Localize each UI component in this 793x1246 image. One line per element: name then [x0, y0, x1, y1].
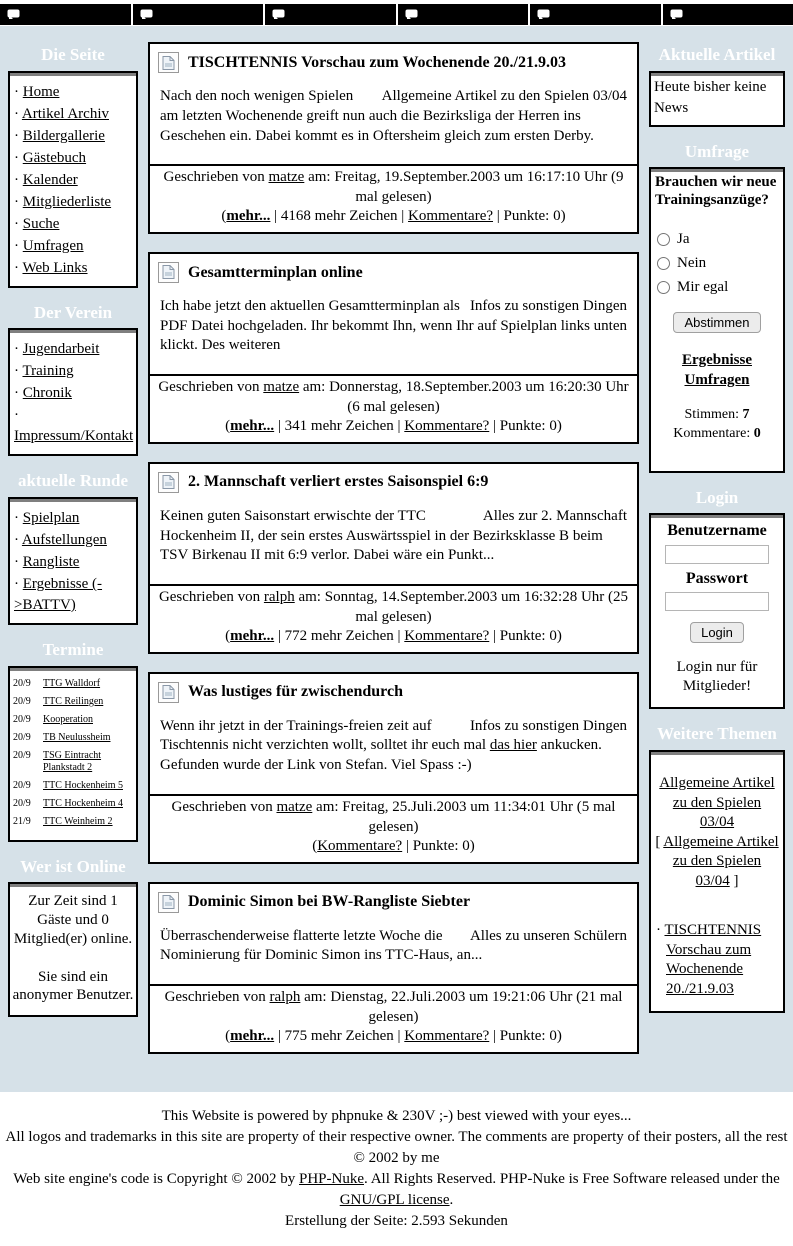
termine-opponent-link[interactable]: TTC Reilingen — [43, 696, 103, 708]
banner-slot-3[interactable] — [265, 4, 396, 25]
article-footer — [150, 984, 637, 1052]
sidebar-item-chronik[interactable]: Chronik — [23, 385, 72, 401]
article-body — [150, 73, 637, 164]
block-title-aktuelle-artikel: Aktuelle Artikel — [649, 46, 785, 65]
poll-option-label: Mir egal — [677, 277, 728, 298]
article-5 — [148, 882, 639, 1054]
termine-date: 20/9 — [13, 732, 43, 744]
poll-question: Brauchen wir neue Trainingsanzüge? — [655, 174, 779, 209]
footer-line-6: Erstellung der Seite: 2.593 Sekunden — [4, 1211, 789, 1232]
login-button[interactable]: Login — [690, 622, 744, 643]
kommentare-link[interactable]: Kommentare? — [404, 628, 489, 644]
termine-date: 20/9 — [13, 678, 43, 690]
themen-article-link[interactable]: TISCHTENNIS Vorschau zum Wochenende 20./21.9.03 — [664, 922, 761, 997]
kommentare-value: 0 — [754, 426, 761, 441]
block-title-der-verein: Der Verein — [8, 304, 138, 323]
article-body — [150, 913, 637, 985]
broken-image-icon — [7, 9, 20, 20]
written-by-label: Geschrieben von — [165, 989, 270, 1005]
ergebnisse-link[interactable]: Ergebnisse — [682, 352, 752, 368]
der-verein-box — [8, 328, 138, 456]
article-text: Ich habe jetzt den aktuellen Gesamtterminplan als PDF Datei hochgeladen. Ihr bekommt Ihn, wenn Ihr auf Spielplan links unten klickt. Des weiteren — [160, 298, 627, 354]
termine-row — [13, 732, 134, 744]
footer-line-3: © 2002 by me — [4, 1148, 789, 1169]
article-meta: am: Sonntag, 14.September.2003 um 16:32:28 Uhr (25 mal gelesen) — [295, 589, 628, 625]
article-title: Gesamtterminplan online — [188, 264, 363, 282]
category-image-alt: Allgemeine Artikel zu den Spielen 03/04 — [382, 87, 627, 107]
footer-text: . All Rights Reserved. PHP-Nuke is Free Software released under the — [364, 1171, 780, 1187]
article-title: 2. Mannschaft verliert erstes Saisonspiel 6:9 — [188, 473, 488, 491]
article-footer — [150, 164, 637, 232]
poll-option-ja[interactable] — [657, 229, 779, 250]
article-text: Nach den noch wenigen Spielen am letzten Wochenende greift nun auch die Bezirksliga der Herren ins Geschehen ein. Dabei kommt es in Oftersheim gleich zum ersten Derby. — [160, 88, 594, 144]
umfrage-box — [649, 167, 785, 472]
poll-option-nein[interactable] — [657, 253, 779, 274]
kommentare-link[interactable]: Kommentare? — [408, 208, 493, 224]
article-topic-icon — [158, 52, 179, 73]
broken-image-icon — [537, 9, 550, 20]
footer-text: ( — [225, 1028, 230, 1044]
article-footer — [150, 374, 637, 442]
footer-text: ( — [225, 418, 230, 434]
sidebar-item-gaestebuch[interactable]: Gästebuch — [23, 150, 86, 166]
termine-date: 20/9 — [13, 780, 43, 792]
banner-slot-5[interactable] — [530, 4, 661, 25]
kommentare-link[interactable]: Kommentare? — [317, 838, 402, 854]
aktuelle-runde-box — [8, 497, 138, 625]
termine-opponent-link[interactable]: TB Neulussheim — [43, 732, 111, 744]
termine-date: 20/9 — [13, 798, 43, 810]
termine-date: 20/9 — [13, 750, 43, 762]
sidebar-item-kalender[interactable]: Kalender — [23, 172, 78, 188]
author-link[interactable]: matze — [269, 169, 305, 185]
page-footer — [0, 1092, 793, 1246]
article-text: Wenn ihr jetzt in der Trainings-freien zeit auf Tischtennis nicht verzichten wollt, solltet ihr euch mal — [160, 718, 490, 754]
sidebar-item-bildergallerie[interactable]: Bildergallerie — [23, 128, 105, 144]
article-4 — [148, 672, 639, 864]
mehr-link[interactable]: mehr... — [226, 208, 270, 224]
sidebar-item-web-links[interactable]: Web Links — [22, 260, 87, 276]
broken-image-icon — [670, 9, 683, 20]
sidebar-item-impressum-kontakt[interactable]: Impressum/Kontakt — [14, 428, 133, 444]
termine-row — [13, 816, 134, 828]
sidebar-item-spielplan[interactable]: Spielplan — [23, 510, 80, 526]
aktuelle-artikel-box — [649, 71, 785, 127]
stimmen-label: Stimmen: — [685, 407, 743, 422]
passwort-label: Passwort — [654, 569, 780, 588]
login-note: Login nur für Mitglieder! — [654, 658, 780, 696]
footer-text: | Punkte: 0) — [493, 208, 566, 224]
termine-opponent-link[interactable]: TTG Walldorf — [43, 678, 100, 690]
banner-slot-6[interactable] — [663, 4, 793, 25]
gnu-gpl-link[interactable]: GNU/GPL license — [340, 1192, 450, 1208]
poll-stats — [655, 406, 779, 442]
poll-option-label: Ja — [677, 229, 690, 250]
stimmen-value: 7 — [742, 407, 749, 422]
article-3 — [148, 462, 639, 654]
sidebar-item-umfragen[interactable]: Umfragen — [23, 238, 84, 254]
article-body — [150, 493, 637, 584]
poll-option-label: Nein — [677, 253, 706, 274]
category-image-alt: Infos zu sonstigen Dingen — [470, 717, 627, 737]
block-title-login: Login — [649, 489, 785, 508]
passwort-input[interactable] — [665, 592, 769, 611]
article-topic-icon — [158, 682, 179, 703]
poll-radio-nein[interactable] — [657, 257, 670, 270]
termine-date: 20/9 — [13, 696, 43, 708]
online-count-text: Zur Zeit sind 1 Gäste und 0 Mitglied(er) online. — [12, 892, 134, 948]
termine-box — [8, 666, 138, 842]
article-footer — [150, 794, 637, 862]
article-inline-link[interactable]: das hier — [490, 737, 537, 753]
footer-text: | 772 mehr Zeichen | — [274, 628, 404, 644]
kommentare-link[interactable]: Kommentare? — [404, 418, 489, 434]
banner-slot-4[interactable] — [398, 4, 529, 25]
block-title-weitere-themen: Weitere Themen — [649, 725, 785, 744]
article-topic-icon — [158, 262, 179, 283]
article-topic-icon — [158, 472, 179, 493]
article-title: Was lustiges für zwischendurch — [188, 683, 403, 701]
sidebar-item-ergebnisse-battv[interactable]: Ergebnisse (->BATTV) — [14, 576, 102, 613]
footer-text: Web site engine's code is Copyright © 2002 by — [13, 1171, 299, 1187]
die-seite-box — [8, 71, 138, 288]
abstimmen-button[interactable]: Abstimmen — [673, 312, 760, 333]
bracket: ] — [730, 873, 739, 889]
sidebar-item-jugendarbeit[interactable]: Jugendarbeit — [23, 341, 100, 357]
footer-line-2: All logos and trademarks in this site are property of their respective owner. The comments are property of their posters, all the rest — [4, 1127, 789, 1148]
footer-text: | 775 mehr Zeichen | — [274, 1028, 404, 1044]
mehr-link[interactable]: mehr... — [230, 628, 274, 644]
footer-text: | Punkte: 0) — [402, 838, 475, 854]
termine-row — [13, 798, 134, 810]
footer-text: ( — [225, 628, 230, 644]
footer-text: | Punkte: 0) — [489, 628, 562, 644]
termine-row — [13, 780, 134, 792]
article-text: Überraschenderweise flatterte letzte Woche die Nominierung für Dominic Simon ins TTC-Haus, an... — [160, 928, 482, 964]
article-footer — [150, 584, 637, 652]
anonymous-user-text: Sie sind ein anonymer Benutzer. — [12, 968, 134, 1006]
article-body — [150, 703, 637, 794]
article-meta: am: Dienstag, 22.Juli.2003 um 19:21:06 Uhr (21 mal gelesen) — [300, 989, 622, 1025]
footer-line-5 — [4, 1190, 789, 1211]
written-by-label: Geschrieben von — [172, 799, 277, 815]
article-title: Dominic Simon bei BW-Rangliste Siebter — [188, 893, 470, 911]
bracket: [ — [655, 834, 663, 850]
termine-row — [13, 750, 134, 774]
weitere-themen-box — [649, 750, 785, 1013]
termine-date: 20/9 — [13, 714, 43, 726]
themen-category-link[interactable]: Allgemeine Artikel zu den Spielen 03/04 — [659, 775, 774, 830]
termine-opponent-link[interactable]: Kooperation — [43, 714, 93, 726]
author-link[interactable]: ralph — [264, 589, 295, 605]
block-title-aktuelle-runde: aktuelle Runde — [8, 472, 138, 491]
benutzername-label: Benutzername — [654, 521, 780, 540]
termine-row — [13, 714, 134, 726]
main-column — [148, 28, 639, 1072]
article-1 — [148, 42, 639, 234]
left-sidebar — [8, 28, 138, 1017]
written-by-label: Geschrieben von — [158, 379, 263, 395]
block-title-umfrage: Umfrage — [649, 143, 785, 162]
poll-options — [657, 229, 779, 298]
footer-text: | Punkte: 0) — [489, 1028, 562, 1044]
top-banner-bar — [0, 0, 793, 26]
sidebar-item-suche[interactable]: Suche — [23, 216, 60, 232]
termine-row — [13, 696, 134, 708]
umfragen-link[interactable]: Umfragen — [685, 372, 750, 388]
author-link[interactable]: ralph — [270, 989, 301, 1005]
footer-line-4 — [4, 1169, 789, 1190]
author-link[interactable]: matze — [263, 379, 299, 395]
broken-image-icon — [405, 9, 418, 20]
article-text: ankucken. Gefunden wurde der Link von Stefan. Viel Spass :-) — [160, 737, 602, 773]
category-image-alt: Infos zu sonstigen Dingen — [470, 297, 627, 317]
article-meta: am: Donnerstag, 18.September.2003 um 16:20:30 Uhr (6 mal gelesen) — [299, 379, 629, 415]
footer-text: ( — [221, 208, 226, 224]
mehr-link[interactable]: mehr... — [230, 418, 274, 434]
footer-text: | Punkte: 0) — [489, 418, 562, 434]
termine-opponent-link[interactable]: TTC Weinheim 2 — [43, 816, 113, 828]
sidebar-item-mitgliederliste[interactable]: Mitgliederliste — [23, 194, 111, 210]
wer-ist-online-box — [8, 882, 138, 1017]
termine-opponent-link[interactable]: TTC Hockenheim 5 — [43, 780, 123, 792]
kommentare-link[interactable]: Kommentare? — [404, 1028, 489, 1044]
article-topic-icon — [158, 892, 179, 913]
sidebar-item-home[interactable]: Home — [23, 84, 60, 100]
article-title: TISCHTENNIS Vorschau zum Wochenende 20./21.9.03 — [188, 54, 566, 72]
broken-image-icon — [272, 9, 285, 20]
right-sidebar — [649, 28, 785, 1013]
footer-text: . — [450, 1192, 454, 1208]
block-title-wer-ist-online: Wer ist Online — [8, 858, 138, 877]
footer-text: ( — [312, 838, 317, 854]
themen-category-link-bracketed[interactable]: Allgemeine Artikel zu den Spielen 03/04 — [663, 834, 778, 889]
category-image-alt: Alles zu unseren Schülern — [470, 927, 627, 947]
footer-text: | 4168 mehr Zeichen | — [270, 208, 408, 224]
poll-option-mir-egal[interactable] — [657, 277, 779, 298]
banner-slot-2[interactable] — [133, 4, 264, 25]
written-by-label: Geschrieben von — [164, 169, 269, 185]
footer-text: | 341 mehr Zeichen | — [274, 418, 404, 434]
no-news-text: Heute bisher keine News — [654, 77, 780, 119]
article-2 — [148, 252, 639, 444]
mehr-link[interactable]: mehr... — [230, 1028, 274, 1044]
benutzername-input[interactable] — [665, 545, 769, 564]
termine-opponent-link[interactable]: TSG Eintracht Plankstadt 2 — [43, 750, 134, 774]
sidebar-item-rangliste[interactable]: Rangliste — [23, 554, 80, 570]
php-nuke-link[interactable]: PHP-Nuke — [299, 1171, 364, 1187]
termine-date: 21/9 — [13, 816, 43, 828]
category-image-alt: Alles zur 2. Mannschaft — [483, 507, 627, 527]
banner-slot-1[interactable] — [0, 4, 131, 25]
article-meta: am: Freitag, 19.September.2003 um 16:17:10 Uhr (9 mal gelesen) — [304, 169, 623, 205]
termine-row — [13, 678, 134, 690]
content-area — [0, 26, 793, 1092]
sidebar-item-artikel-archiv[interactable]: Artikel Archiv — [22, 106, 109, 122]
block-title-termine: Termine — [8, 641, 138, 660]
footer-line-1: This Website is powered by phpnuke & 230V ;-) best viewed with your eyes... — [4, 1106, 789, 1127]
sidebar-item-aufstellungen[interactable]: Aufstellungen — [22, 532, 107, 548]
sidebar-item-training[interactable]: Training — [22, 363, 73, 379]
block-title-die-seite: Die Seite — [8, 46, 138, 65]
author-link[interactable]: matze — [276, 799, 312, 815]
article-body — [150, 283, 637, 374]
poll-radio-mir-egal[interactable] — [657, 281, 670, 294]
poll-radio-ja[interactable] — [657, 233, 670, 246]
article-text: Keinen guten Saisonstart erwischte der TTC Hockenheim II, der sein erstes Auswärtsspiel in der Bezirksklasse B beim TSV Birkenau II mit 6:9 verlor. Dabei wäre ein Punkt... — [160, 508, 603, 564]
written-by-label: Geschrieben von — [159, 589, 264, 605]
termine-opponent-link[interactable]: TTC Hockenheim 4 — [43, 798, 123, 810]
kommentare-label: Kommentare: — [673, 426, 753, 441]
login-box — [649, 513, 785, 709]
article-meta: am: Freitag, 25.Juli.2003 um 11:34:01 Uhr (5 mal gelesen) — [312, 799, 615, 835]
broken-image-icon — [140, 9, 153, 20]
